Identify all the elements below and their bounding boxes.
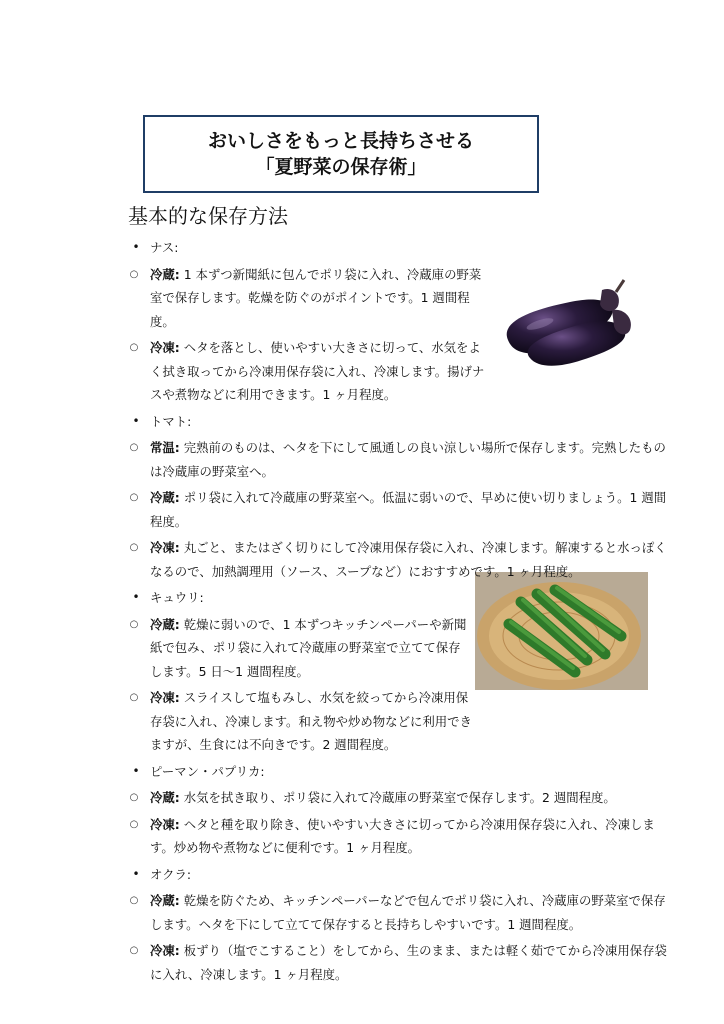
title-line-2: 「夏野菜の保存術」 xyxy=(255,156,427,178)
circle-bullet-icon: ○ xyxy=(129,268,139,280)
method-text: 水気を拭き取り、ポリ袋に入れて冷蔵庫の野菜室で保存します。2 週間程度。 xyxy=(179,790,616,805)
item-heading xyxy=(128,760,668,784)
method-label: 冷蔵: xyxy=(150,893,180,908)
method-row xyxy=(128,536,668,583)
circle-bullet-icon: ○ xyxy=(129,542,139,553)
item-tomato xyxy=(128,410,668,584)
bullet-icon: • xyxy=(132,590,140,604)
method-text: 1 本ずつ新聞紙に包んでポリ袋に入れ、冷蔵庫の野菜室で保存します。乾燥を防ぐのがポイントです。1 週間程度。 xyxy=(150,266,482,329)
method-row xyxy=(128,686,472,757)
circle-bullet-icon: ○ xyxy=(129,945,139,956)
item-eggplant xyxy=(128,236,668,407)
bullet-icon: • xyxy=(132,240,140,254)
item-heading xyxy=(128,410,668,434)
item-okra xyxy=(128,863,668,987)
item-heading xyxy=(128,863,668,887)
method-label: 冷凍: xyxy=(150,816,180,832)
item-cucumber xyxy=(128,586,668,757)
method-label: 冷蔵: xyxy=(150,790,180,805)
circle-bullet-icon: ○ xyxy=(129,618,139,630)
circle-bullet-icon: ○ xyxy=(129,692,139,703)
method-text: 丸ごと、またはざく切りにして冷凍用保存袋に入れ、冷凍します。解凍すると水っぽくなるので、加熱調理用（ソース、スープなど）におすすめです。1 ヶ月程度。 xyxy=(150,540,667,579)
bullet-icon: • xyxy=(132,866,140,881)
item-heading xyxy=(128,236,668,260)
title-box xyxy=(143,115,539,193)
bullet-icon: • xyxy=(132,413,140,428)
method-label: 冷蔵: xyxy=(150,616,180,632)
item-name: トマト: xyxy=(150,413,192,429)
method-row xyxy=(128,786,668,810)
method-row xyxy=(128,436,668,483)
item-heading xyxy=(128,586,668,610)
item-name: キュウリ: xyxy=(150,590,204,605)
item-name: オクラ: xyxy=(150,866,192,882)
method-text: ヘタと種を取り除き、使いやすい大きさに切ってから冷凍用保存袋に入れ、冷凍します。炒め物や煮物などに便利です。1 ヶ月程度。 xyxy=(150,816,655,855)
circle-bullet-icon: ○ xyxy=(129,895,139,906)
method-text: 板ずり（塩でこすること）をしてから、生のまま、または軽く茹でてから冷凍用保存袋に入れ、冷凍します。1 ヶ月程度。 xyxy=(150,943,667,982)
method-row xyxy=(128,813,668,860)
item-name: ナス: xyxy=(150,240,179,255)
method-label: 冷蔵: xyxy=(150,490,180,505)
title-line-1: おいしさをもっと長持ちさせる xyxy=(207,130,474,152)
method-row xyxy=(128,486,668,533)
method-text: ポリ袋に入れて冷蔵庫の野菜室へ。低温に弱いので、早めに使い切りましょう。1 週間程度。 xyxy=(150,490,667,529)
method-text: 完熟前のものは、ヘタを下にして風通しの良い涼しい場所で保存します。完熟したものは冷蔵庫の野菜室へ。 xyxy=(150,440,666,479)
method-text: 乾燥に弱いので、1 本ずつキッチンペーパーや新聞紙で包み、ポリ袋に入れて冷蔵庫の野菜室で立てて保存します。5 日〜1 週間程度。 xyxy=(150,616,467,679)
method-text: 乾燥を防ぐため、キッチンペーパーなどで包んでポリ袋に入れ、冷蔵庫の野菜室で保存します。ヘタを下にして立てて保存すると長持ちしやすいです。1 週間程度。 xyxy=(150,893,666,932)
method-row xyxy=(128,336,488,407)
section-heading: 基本的な保存方法 xyxy=(128,204,288,228)
method-label: 冷凍: xyxy=(150,943,180,958)
method-row xyxy=(128,939,668,986)
method-text: スライスして塩もみし、水気を絞ってから冷凍用保存袋に入れ、冷凍します。和え物や炒め物などに利用できますが、生食には不向きです。2 週間程度。 xyxy=(150,690,472,752)
method-label: 常温: xyxy=(150,440,180,455)
method-row xyxy=(128,263,488,334)
method-row xyxy=(128,889,668,936)
method-label: 冷蔵: xyxy=(150,266,180,282)
content xyxy=(128,236,668,989)
circle-bullet-icon: ○ xyxy=(129,792,139,803)
method-label: 冷凍: xyxy=(150,690,180,705)
method-text: ヘタを落とし、使いやすい大きさに切って、水気をよく拭き取ってから冷凍用保存袋に入れ、冷凍します。揚げナスや煮物などに利用できます。1 ヶ月程度。 xyxy=(150,340,485,402)
method-row xyxy=(128,613,472,684)
method-label: 冷凍: xyxy=(150,540,180,555)
circle-bullet-icon: ○ xyxy=(129,342,139,353)
circle-bullet-icon: ○ xyxy=(129,492,139,503)
circle-bullet-icon: ○ xyxy=(129,818,139,830)
method-label: 冷凍: xyxy=(150,340,180,355)
bullet-icon: • xyxy=(132,763,140,778)
item-pepper xyxy=(128,760,668,860)
item-name: ピーマン・パプリカ: xyxy=(150,763,265,779)
circle-bullet-icon: ○ xyxy=(129,442,139,453)
